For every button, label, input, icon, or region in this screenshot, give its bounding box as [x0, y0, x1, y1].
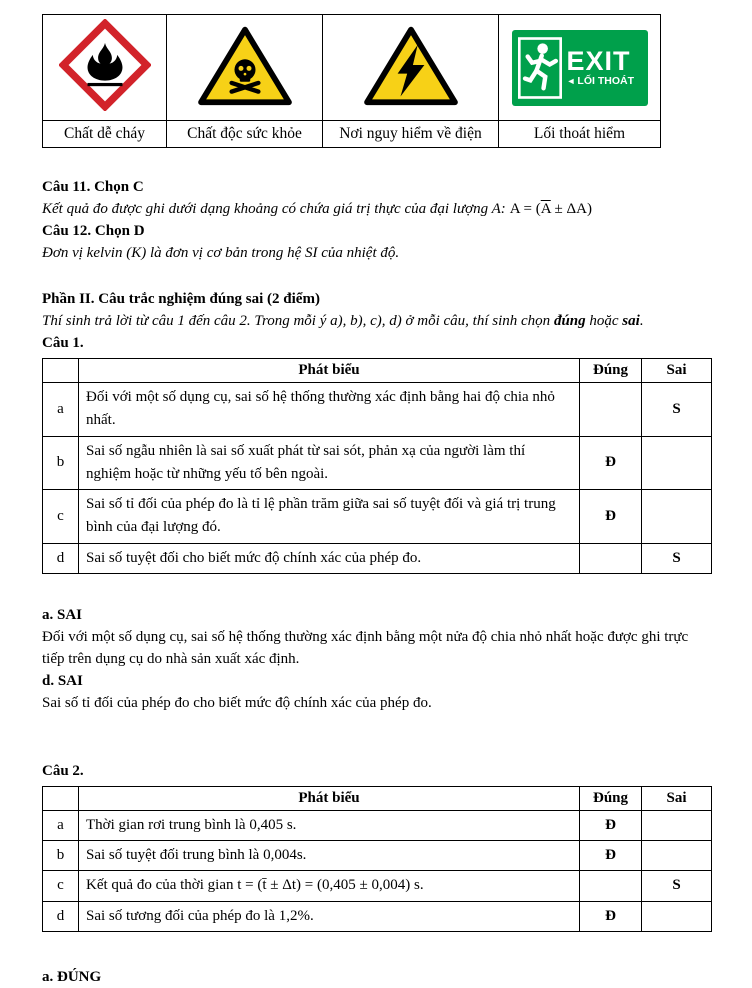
- row-sai: S: [642, 383, 712, 437]
- flammable-icon: [59, 19, 151, 111]
- row-sai: S: [642, 871, 712, 901]
- table-row: [43, 901, 712, 931]
- answer-12-title: Câu 12. Chọn D: [42, 223, 145, 239]
- exit-subtext-label: LỐI THOÁT: [577, 75, 634, 87]
- question2-caption: Câu 2.: [42, 762, 84, 779]
- row-dung: Đ: [580, 436, 642, 490]
- row-sai: S: [642, 543, 712, 573]
- col-false-header: Sai: [642, 359, 712, 383]
- col-true-header: Đúng: [580, 786, 642, 810]
- row-key: b: [43, 841, 79, 871]
- exit-subtext: [567, 75, 635, 88]
- row-statement: Sai số tuyệt đối trung bình là 0,004s.: [79, 841, 580, 871]
- row-statement: Kết quả đo của thời gian t = (t̄ ± Δt) = (0,405 ± 0,004) s.: [79, 871, 580, 901]
- row-key: a: [43, 810, 79, 840]
- flammable-symbol-cell: [43, 15, 167, 121]
- part2-intro-3: .: [639, 313, 644, 329]
- symbol-label-toxic: Chất độc sức khỏe: [167, 121, 323, 148]
- formula-a-post: ± ΔA): [550, 201, 592, 217]
- answer-a-dung: a. ĐÚNG: [42, 968, 102, 985]
- part2-intro-bold2: sai: [622, 313, 640, 329]
- row-sai: [642, 490, 712, 544]
- exit-text: EXIT: [566, 46, 631, 76]
- row-sai: [642, 841, 712, 871]
- exit-arrow-icon: ◄: [566, 76, 576, 86]
- electric-symbol-cell: [323, 15, 499, 121]
- table-row: [43, 810, 712, 840]
- row-key: d: [43, 901, 79, 931]
- formula-a-pre: A = (: [509, 201, 541, 217]
- row-statement: Sai số tỉ đối của phép đo là tỉ lệ phần trăm giữa sai số tuyệt đối và giá trị trung bình của đại lượng đó.: [79, 490, 580, 544]
- table-row: [43, 490, 712, 544]
- col-false-header: Sai: [642, 786, 712, 810]
- row-dung: Đ: [580, 841, 642, 871]
- table-row: [43, 841, 712, 871]
- symbol-label-flammable: Chất dễ cháy: [43, 121, 167, 148]
- electric-hazard-icon: [363, 22, 459, 108]
- symbols-label-row: [43, 121, 661, 148]
- formula-a-mean: $\overline{A}$: [540, 201, 551, 217]
- col-statement-header: Phát biểu: [79, 786, 580, 810]
- col-key-header: [43, 786, 79, 810]
- row-statement: Sai số tuyệt đối cho biết mức độ chính xác của phép đo.: [79, 543, 580, 573]
- answer-12-body: Đơn vị kelvin (K) là đơn vị cơ bản trong hệ SI của nhiệt độ.: [42, 245, 400, 261]
- col-true-header: Đúng: [580, 359, 642, 383]
- row-dung: Đ: [580, 901, 642, 931]
- row-dung: [580, 383, 642, 437]
- note-a-title: a. SAI: [42, 606, 83, 623]
- row-statement: Thời gian rơi trung bình là 0,405 s.: [79, 810, 580, 840]
- part2-intro-1: Thí sinh trả lời từ câu 1 đến câu 2. Trong mỗi ý a), b), c), d) ở mỗi câu, thí sinh chọn: [42, 313, 554, 329]
- formula-a: [510, 201, 592, 217]
- symbol-label-electric: Nơi nguy hiểm về điện: [323, 121, 499, 148]
- row-sai: [642, 901, 712, 931]
- part2-intro-bold1: đúng: [553, 313, 586, 329]
- table-row: [43, 543, 712, 573]
- row-key: c: [43, 871, 79, 901]
- table-row: [43, 871, 712, 901]
- row-dung: Đ: [580, 490, 642, 544]
- safety-symbols-table: [42, 14, 661, 148]
- row-dung: [580, 543, 642, 573]
- toxic-icon: [197, 22, 293, 108]
- row-key: c: [43, 490, 79, 544]
- exit-sign-text: [567, 47, 635, 88]
- table-row: [43, 436, 712, 490]
- table-row: [43, 383, 712, 437]
- question2-table: [42, 786, 712, 932]
- exit-sign-icon: [512, 30, 648, 106]
- row-key: b: [43, 436, 79, 490]
- answer-11-body: [42, 198, 712, 220]
- running-man-icon: [518, 37, 562, 99]
- col-key-header: [43, 359, 79, 383]
- row-statement: Đối với một số dụng cụ, sai số hệ thống thường xác định bằng hai độ chia nhỏ nhất.: [79, 383, 580, 437]
- exit-symbol-cell: [499, 15, 661, 121]
- part2-intro: [42, 310, 712, 332]
- row-sai: [642, 436, 712, 490]
- part2-title: Phần II. Câu trắc nghiệm đúng sai (2 điểm): [42, 291, 320, 307]
- row-dung: [580, 871, 642, 901]
- question1-caption: Câu 1.: [42, 335, 84, 351]
- row-statement: Sai số ngẫu nhiên là sai số xuất phát từ sai sót, phản xạ của người làm thí nghiệm hoặc từ những yếu tố bên ngoài.: [79, 436, 580, 490]
- row-dung: Đ: [580, 810, 642, 840]
- part2-intro-2: hoặc: [585, 313, 623, 329]
- symbols-icon-row: [43, 15, 661, 121]
- note-d-body: Sai số tỉ đối của phép đo cho biết mức độ chính xác của phép đo.: [42, 694, 432, 711]
- note-a-body: Đối với một số dụng cụ, sai số hệ thống thường xác định bằng một nửa độ chia nhỏ nhất hoặc được ghi trực tiếp trên dụng cụ do nhà sản xuất xác định.: [42, 628, 689, 667]
- row-key: d: [43, 543, 79, 573]
- row-sai: [642, 810, 712, 840]
- col-statement-header: Phát biểu: [79, 359, 580, 383]
- symbol-label-exit: Lối thoát hiểm: [499, 121, 661, 148]
- question1-table: [42, 358, 712, 574]
- table-header-row: [43, 359, 712, 383]
- note-d-title: d. SAI: [42, 672, 83, 689]
- answer-11-title: Câu 11. Chọn C: [42, 179, 144, 195]
- answer-11-text: Kết quả đo được ghi dưới dạng khoảng có chứa giá trị thực của đại lượng A:: [42, 201, 506, 217]
- table-header-row: [43, 786, 712, 810]
- row-key: a: [43, 383, 79, 437]
- toxic-symbol-cell: [167, 15, 323, 121]
- row-statement: Sai số tương đối của phép đo là 1,2%.: [79, 901, 580, 931]
